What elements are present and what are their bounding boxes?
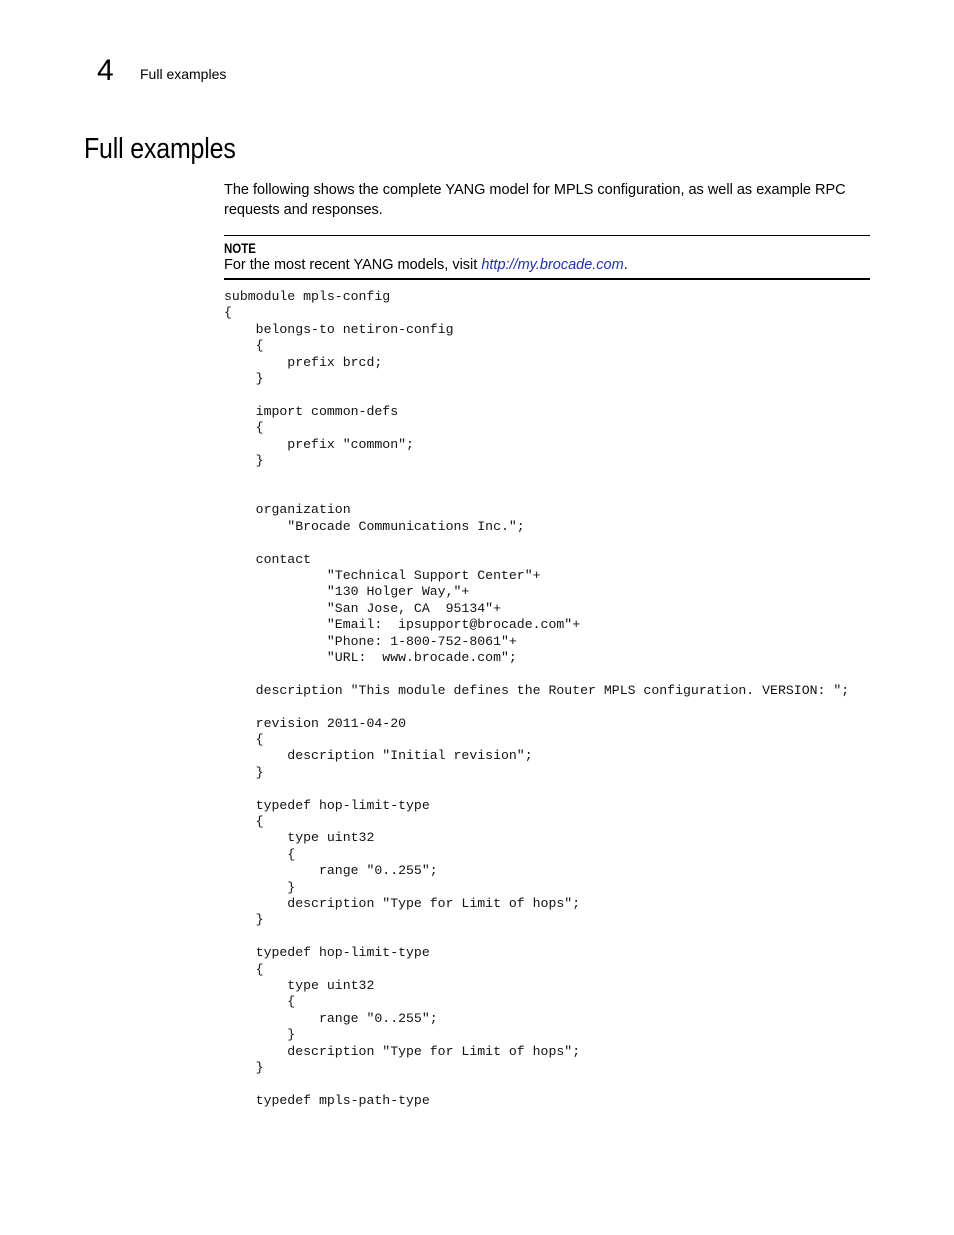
- code-line: type uint32: [224, 830, 375, 846]
- code-line: range "0..255";: [224, 863, 438, 879]
- code-line: typedef hop-limit-type: [224, 945, 430, 961]
- code-line: {: [224, 420, 264, 436]
- note-label: NOTE: [224, 240, 256, 256]
- note-text: [224, 256, 628, 275]
- code-line: prefix brcd;: [224, 354, 383, 370]
- code-line: {: [224, 338, 264, 354]
- code-line: }: [224, 1060, 264, 1076]
- code-line: }: [224, 371, 264, 387]
- code-line: }: [224, 879, 296, 895]
- note-box: [224, 235, 870, 280]
- yang-code-block: [224, 289, 924, 1109]
- code-line: belongs-to netiron-config: [224, 321, 454, 337]
- note-text-before: For the most recent YANG models, visit: [224, 257, 482, 273]
- code-line: submodule mpls-config: [224, 289, 391, 304]
- code-line: "URL: www.brocade.com";: [224, 649, 517, 665]
- code-line: range "0..255";: [224, 1010, 438, 1026]
- code-line: {: [224, 994, 296, 1010]
- code-line: import common-defs: [224, 403, 399, 419]
- code-line: prefix "common";: [224, 436, 414, 452]
- code-line: }: [224, 912, 264, 928]
- code-line: "Email: ipsupport@brocade.com"+: [224, 617, 581, 633]
- code-line: description "Type for Limit of hops";: [224, 896, 581, 912]
- code-line: {: [224, 846, 296, 862]
- code-line: organization: [224, 502, 351, 518]
- code-line: contact: [224, 551, 312, 567]
- code-line: }: [224, 1027, 296, 1043]
- code-line: {: [224, 305, 232, 321]
- code-line: "San Jose, CA 95134"+: [224, 600, 501, 616]
- running-header: Full examples: [140, 66, 227, 82]
- code-line: description "Type for Limit of hops";: [224, 1043, 581, 1059]
- code-line: {: [224, 961, 264, 977]
- code-line: "130 Holger Way,"+: [224, 584, 470, 600]
- note-text-after: .: [623, 257, 628, 273]
- code-line: }: [224, 453, 264, 469]
- code-line: }: [224, 764, 264, 780]
- code-line: revision 2011-04-20: [224, 715, 407, 731]
- code-line: type uint32: [224, 978, 375, 994]
- code-line: description "Initial revision";: [224, 748, 533, 764]
- chapter-number: 4: [97, 54, 114, 87]
- code-line: {: [224, 814, 264, 829]
- code-line: typedef hop-limit-type: [224, 797, 430, 813]
- code-line: {: [224, 731, 264, 747]
- code-line: "Technical Support Center"+: [224, 567, 541, 583]
- code-line: typedef mpls-path-type: [224, 1092, 430, 1108]
- brocade-link[interactable]: http://my.brocade.com: [481, 257, 624, 273]
- intro-paragraph: The following shows the complete YANG model for MPLS configuration, as well as example RPC requests and responses.: [224, 182, 846, 218]
- page-title: Full examples: [84, 133, 236, 165]
- code-line: "Phone: 1-800-752-8061"+: [224, 633, 517, 649]
- code-line: "Brocade Communications Inc.";: [224, 518, 525, 534]
- code-line: description "This module defines the Router MPLS configuration. VERSION: ";: [224, 682, 850, 698]
